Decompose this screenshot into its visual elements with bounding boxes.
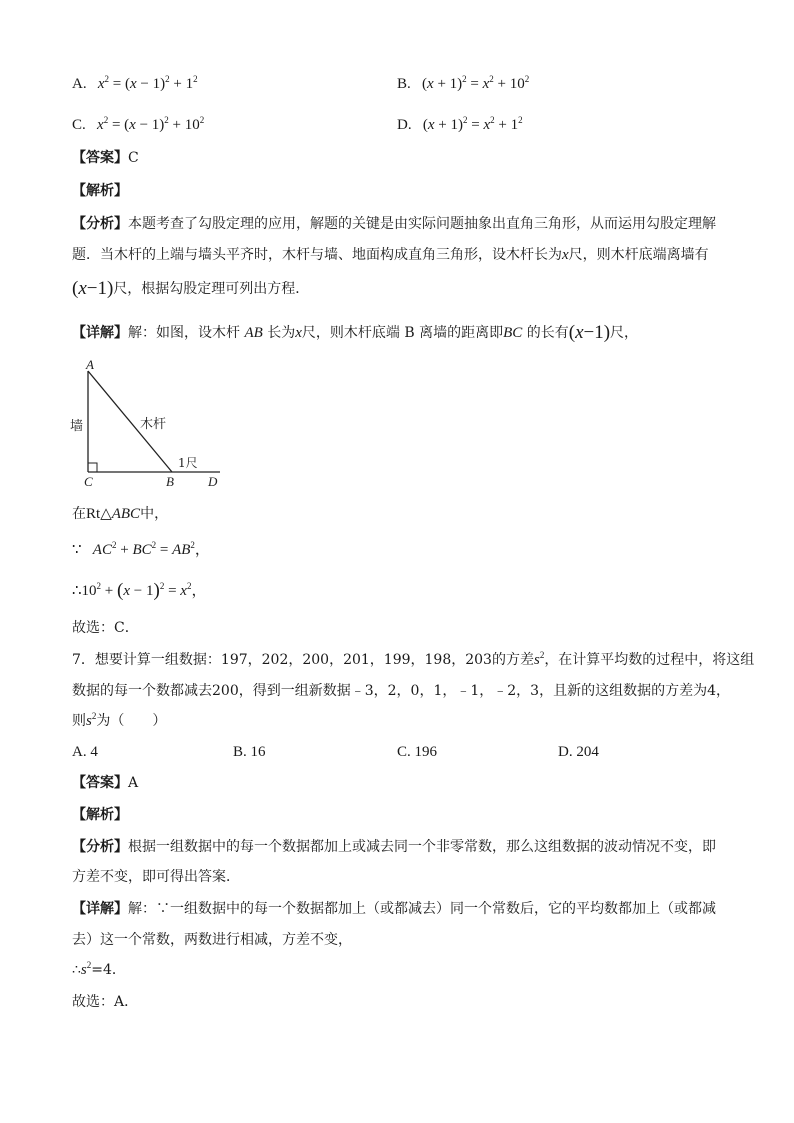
q6-analysis-tag: 【解析】 [72,183,128,199]
answer-value: A [128,775,139,791]
expr-x-minus-1: (x−1) [72,278,114,299]
option-b-formula: $(x + 1)^2 = x^2 + 10^2$ [422,74,530,92]
option-c-formula: $x^2 = (x - 1)^2 + 10^2$ [97,115,205,133]
label-pole: 木杆 [140,417,167,432]
label-one-chi: 1尺 [178,456,198,470]
option-d-label: D. [397,117,412,133]
q7-option-b: B. 16 [233,744,266,760]
label-d: D [208,474,218,489]
q6-choice: 故选：C． [72,620,139,636]
detail-text-g: 尺， [610,325,639,341]
detail-text-c: 尺，则木杆底端 [301,325,400,341]
option-d-formula: $(x + 1)^2 = x^2 + 1^2$ [422,115,523,133]
var-x: x [562,247,569,263]
q6-in-rt [72,504,168,524]
therefore-symbol: ∴ [72,962,81,978]
result-suffix: =4． [91,962,126,978]
fenxi-tag: 【分析】 [72,216,128,232]
detail-text-d: B [404,325,415,341]
q7-fenxi-line2: 方差不变，即可得出答案． [72,869,240,885]
q7-fenxi-line1 [72,837,716,857]
detail-tag: 【详解】 [72,325,128,341]
q7-stem-3b: 为（ ） [96,713,167,729]
option-a [72,76,198,93]
option-b [397,76,529,93]
detail-tag: 【详解】 [72,901,128,917]
q7-detail-line2: 去）这一个常数，两数进行相减，方差不变， [72,932,352,948]
q7-stem-1: 7．想要计算一组数据：197，202，200，201，199，198，203的方差 [72,652,534,668]
therefore-symbol: ∴ [72,583,82,599]
q7-stem-3a: 则 [72,713,86,729]
q7-analysis-tag: 【解析】 [72,807,128,823]
right-angle-mark [88,463,97,472]
var-x: x [295,325,302,341]
q7-option-d: D. 204 [558,744,599,760]
expr-x-minus-1: (x−1) [568,322,611,343]
fenxi-text-2a: 题．当木杆的上端与墙头平齐时，木杆与墙、地面构成直角三角形，设木杆长为 [72,247,562,263]
detail-text-b: 长为 [267,325,296,341]
seg-bc: BC [503,325,523,341]
answer-value: C [128,150,139,166]
label-b: B [166,474,174,489]
in-rt-a: 在 [72,506,86,522]
q6-fenxi-line1 [72,214,716,234]
fenxi-text-2b: 尺，则木杆底端离墙有 [568,247,709,263]
q6-answer [72,148,139,168]
q6-fenxi-line3 [72,279,309,299]
q7-option-a: A. 4 [72,744,98,760]
q7-answer [72,773,138,793]
label-c: C [84,474,93,489]
fenxi-tag: 【分析】 [72,839,128,855]
triangle-diagram [64,356,234,491]
detail-text: 解：∵一组数据中的每一个数据都加上（或都减去）同一个常数后，它的平均数都加上（或都减 [128,901,716,917]
q7-choice: 故选：A． [72,994,139,1010]
option-c-label: C. [72,117,86,133]
q7-stem-line3: 则$s^2$为（ ） [72,711,167,729]
fenxi-text-3: 尺，根据勾股定理可列出方程． [113,281,310,297]
option-d [397,117,523,134]
q7-stem-line1: 7．想要计算一组数据：197，202，200，201，199，198，203的方差$s^2$，在计算平均数的过程中，将这组 [72,650,755,668]
answer-tag: 【答案】 [72,775,128,791]
detail-text-f: 的长有 [526,325,569,341]
q6-equation-1: ∵ $AC^2 + BC^2 = AB^2$， [72,540,210,558]
because-symbol: ∵ [72,542,82,558]
option-a-label: A. [72,76,87,92]
option-b-label: B. [397,76,411,92]
detail-text-e: 离墙的距离即 [419,325,504,341]
fenxi-text: 根据一组数据中的每一个数据都加上或减去同一个非零常数，那么这组数据的波动情况不变，即 [128,839,716,855]
answer-tag: 【答案】 [72,150,128,166]
q6-equation-2: $\therefore 10^2 + (x - 1)^2 = x^2$， [72,580,207,601]
label-a: A [86,357,94,372]
label-wall: 墙 [70,419,84,434]
seg-ab: AB [244,325,263,341]
q7-detail-line1 [72,899,716,919]
rt-label: Rt [86,506,101,522]
triangle-abc: △ABC [100,506,141,522]
option-c [72,117,204,134]
q6-fenxi-line2 [72,245,709,265]
q7-stem-line2: 数据的每一个数都减去200，得到一组新数据﹣3，2，0，1，﹣1，﹣2，3，且新的这组数据的方差为4， [72,683,730,699]
q7-stem-1b: ，在计算平均数的过程中，将这组 [544,652,755,668]
q7-option-c: C. 196 [397,744,438,760]
q6-detail [72,323,638,343]
q7-result: $\therefore s^2=4$． [72,960,126,978]
fenxi-text: 本题考查了勾股定理的应用，解题的关键是由实际问题抽象出直角三角形，从而运用勾股定理解 [128,216,716,232]
in-rt-b: 中， [140,506,169,522]
detail-text-a: 解：如图，设木杆 [128,325,240,341]
option-a-formula: $x^2 = (x - 1)^2 + 1^2$ [97,74,198,92]
